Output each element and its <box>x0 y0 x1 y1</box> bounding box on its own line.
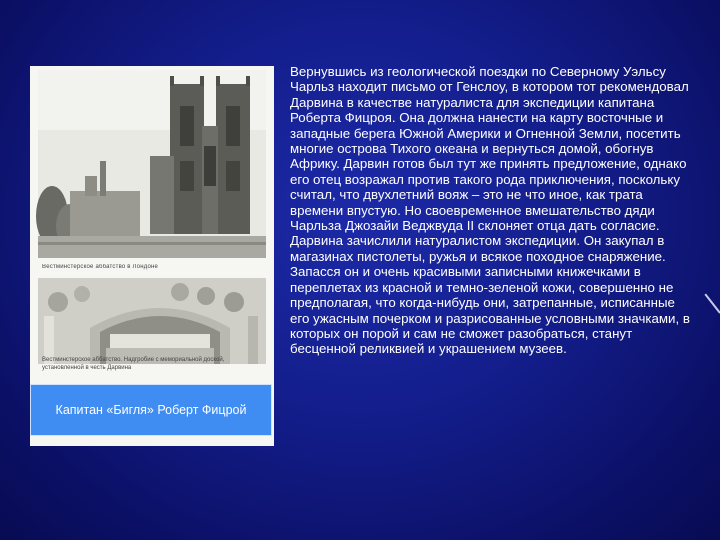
body-paragraph: Вернувшись из геологической поездки по Северному Уэльсу Чарльз находит письмо от Генслоу, в котором тот рекомендовал Дарвина в качестве натуралиста для экспедиции капитана Роберта Фицроя. Она должна нанести на карту восточные и западные берега Южной Америки и Огненной Земли, посетить многие острова Тихого океана и вернуться домой, обогнув Африку. Дарвин готов был тут же принять предложение, однако его отец возражал против такого рода приключения, поскольку считал, что двухлетний вояж – это не что иное, как трата времени впустую. Но своевременное вмешательство дяди Чарльза Джозайи Веджвуда II склоняет отца дать согласие. Дарвина зачислили натуралистом экспедиции. Он закупал в магазинах пистолеты, ружья и всякое походное снаряжение. Запасся он и очень красивыми записными книжечками в переплетах из красной и темно-зеленой кожи, совершенно не предполагая, что когда-нибудь они, затрепанные, исписанные его ужасным почерком и разрисованные условными значками, в которых он порой и сам не сможет разобраться, станут бесценной реликвией и украшением музеев. <box>290 64 690 357</box>
image-label-box <box>30 384 272 436</box>
photo-caption-bottom <box>42 356 264 372</box>
image-label-text: Капитан «Бигля» Роберт Фицрой <box>55 403 247 417</box>
photo-caption-top: Вестминстерское аббатство в Лондоне <box>42 264 159 270</box>
decorative-line <box>704 293 720 313</box>
photo-caption-bottom-line2: установленной в честь Дарвина <box>42 365 132 371</box>
photo-caption-bottom-line1: Вестминстерское аббатство. Надгробие с мемориальной доской, <box>42 357 225 363</box>
